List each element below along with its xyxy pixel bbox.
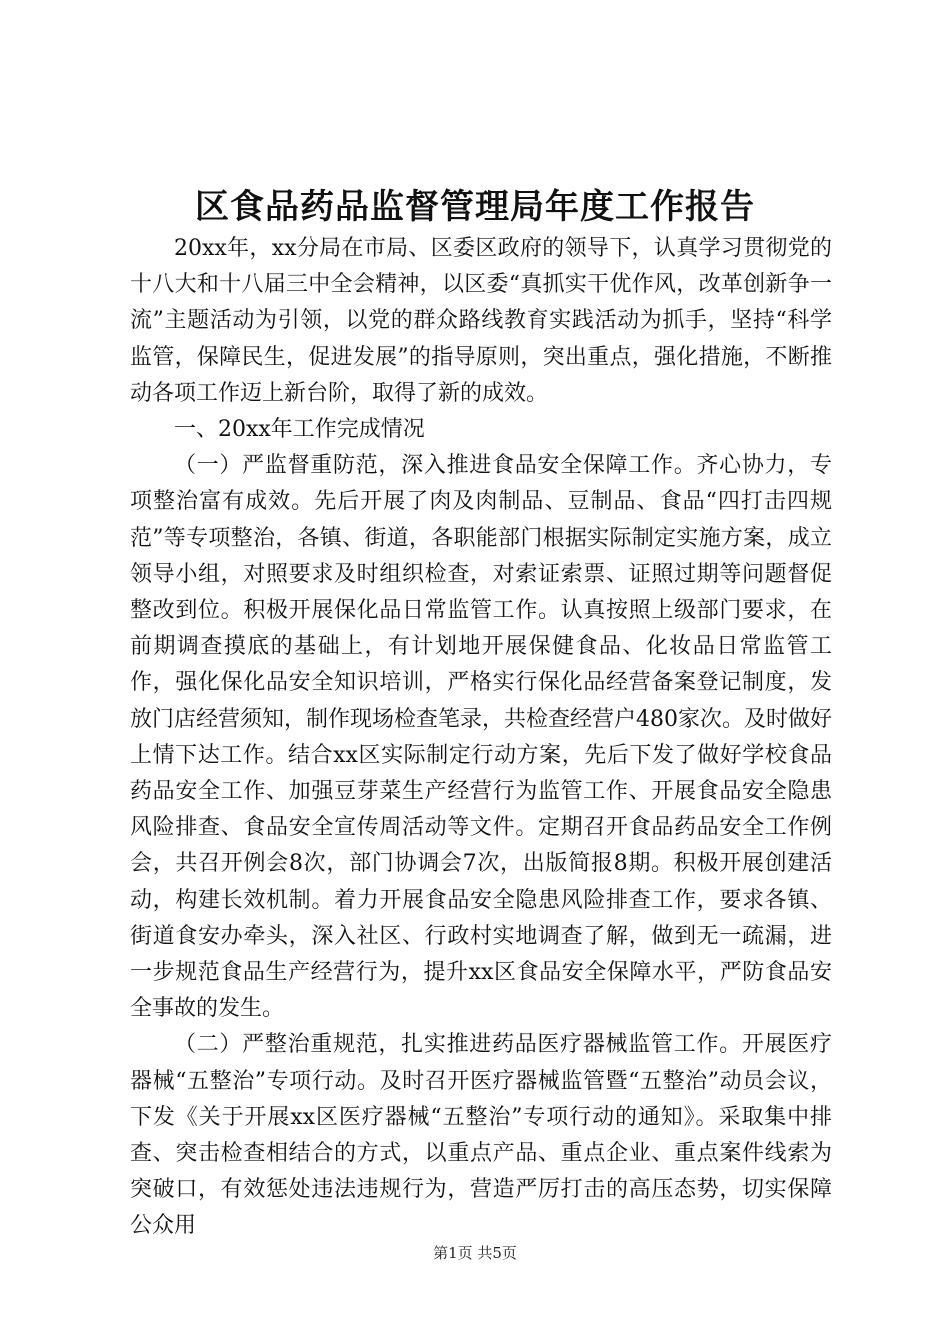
page-number-footer: 第1页 共5页 bbox=[433, 1244, 517, 1262]
intro-paragraph: 20xx年，xx分局在市局、区委区政府的领导下，认真学习贯彻党的十八大和十八届三中全会精神，以区委“真抓实干优作风，改革创新争一流”主题活动为引领，以党的群众路线教育实践活动为抓手，坚持“科学监管，保障民生，促进发展”的指导原则，突出重点，强化措施，不断推动各项工作迈上新台阶，取得了新的成效。 bbox=[130, 236, 832, 406]
document-title: 区食品药品监督管理局年度工作报告 bbox=[195, 187, 755, 227]
food-safety-paragraph: （一）严监督重防范，深入推进食品安全保障工作。齐心协力，专项整治富有成效。先后开展了肉及肉制品、豆制品、食品“四打击四规范”等专项整治，各镇、街道，各职能部门根据实际制定实施方案，成立领导小组，对照要求及时组织检查，对索证索票、证照过期等问题督促整改到位。积极开展保化品日常监管工作。认真按照上级部门要求，在前期调查摸底的基础上，有计划地开展保健食品、化妆品日常监管工作，强化保化品安全知识培训，严格实行保化品经营备案登记制度，发放门店经营须知，制作现场检查笔录，共检查经营户480家次。及时做好上情下达工作。结合xx区实际制定行动方案，先后下发了做好学校食品药品安全工作、加强豆芽菜生产经营行为监管工作、开展食品安全隐患风险排查、食品安全宣传周活动等文件。定期召开食品药品安全工作例会，共召开例会8次，部门协调会7次，出版简报8期。积极开展创建活动，构建长效机制。着力开展食品安全隐患风险排查工作，要求各镇、街道食安办牵头，深入社区、行政村实地调查了解，做到无一疏漏，进一步规范食品生产经营行为，提升xx区食品安全保障水平，严防食品安全事故的发生。 bbox=[130, 453, 832, 1022]
section-heading: 一、20xx年工作完成情况 bbox=[174, 417, 425, 443]
drug-device-paragraph: （二）严整治重规范，扎实推进药品医疗器械监管工作。开展医疗器械“五整治”专项行动。及时召开医疗器械监管暨“五整治”动员会议，下发《关于开展xx区医疗器械“五整治”专项行动的通知》。采取集中排查、突击检查相结合的方式，以重点产品、重点企业、重点案件线索为突破口，有效惩处违法违规行为，营造严厉打击的高压态势，切实保障公众用 bbox=[130, 1032, 832, 1239]
document-body bbox=[130, 231, 832, 1245]
